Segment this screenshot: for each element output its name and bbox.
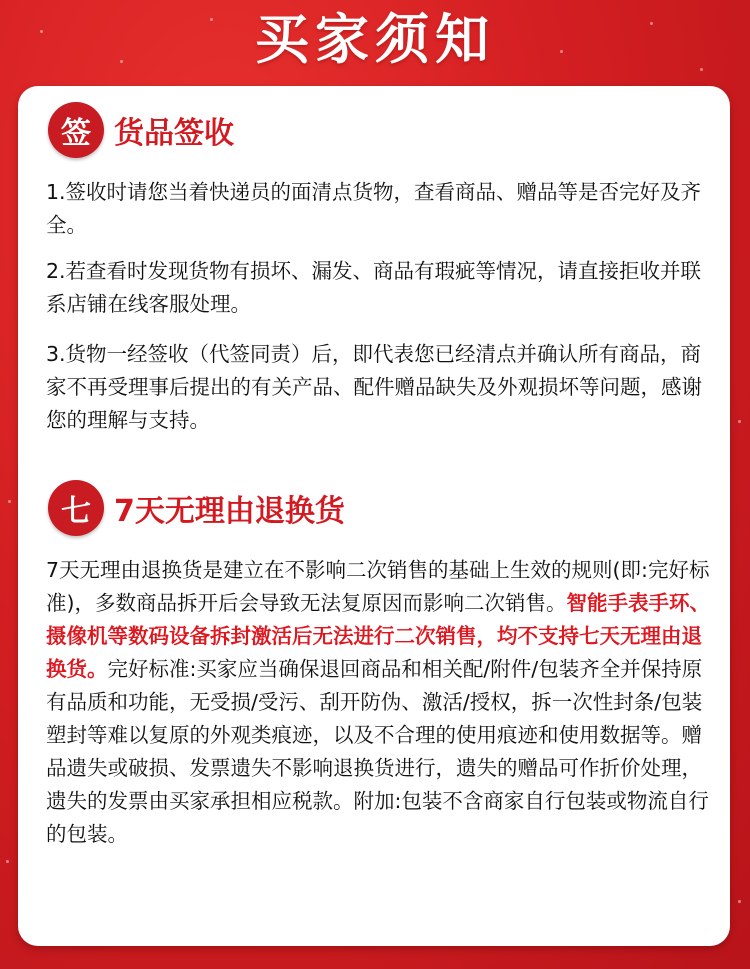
returns-text-standard: 完好标准:买家应当确保退回商品和相关配/附件/包装齐全并保持原有品质和功能，无受损/受污、刮开防伪、激活/授权，拆一次性封条/包装塑封等难以复原的外观类痕迹，以及不合理的使用痕迹和使用数据等。赠品遗失或破损、发票遗失不影响退换货进行，遗失的赠品可作折价处理，遗失的发票由买家承担相应税款。附加:包装不含商家自行包装或物流自行的包装。 [46,657,709,846]
background-sparkle [8,500,11,503]
background-sparkle [738,420,741,423]
background-sparkle [6,860,9,863]
notice-card [18,86,730,946]
returns-section-header [48,478,345,538]
returns-text-warning: 智能手表手环、摄像机等数码设备拆封激活后无法进行二次销售，均不支持七天无理由退换货。 [46,591,710,681]
background-sparkle [738,900,741,903]
receipt-item-1: 1.签收时请您当着快递员的面清点货物，查看商品、赠品等是否完好及齐全。 [46,180,702,237]
receipt-item-3: 3.货物一经签收（代签同责）后，即代表您已经清点并确认所有商品，商家不再受理事后提出的有关产品、配件赠品缺失及外观损坏等问题，感谢您的理解与支持。 [46,342,702,432]
receipt-section-header [48,100,234,160]
page-title: 买家须知 [255,8,495,71]
returns-badge: 七 [48,480,104,536]
returns-section-title: 7天无理由退换货 [114,494,345,529]
receipt-badge: 签 [48,102,104,158]
receipt-item-2: 2.若查看时发现货物有损坏、漏发、商品有瑕疵等情况，请直接拒收并联系店铺在线客服处理。 [46,259,702,316]
returns-text-intro: 7天无理由退换货是建立在不影响二次销售的基础上生效的规则(即:完好标准)，多数商品拆开后会导致无法复原因而影响二次销售。 [46,558,710,615]
returns-policy-text [46,554,716,851]
receipt-section-title: 货品签收 [114,116,234,151]
